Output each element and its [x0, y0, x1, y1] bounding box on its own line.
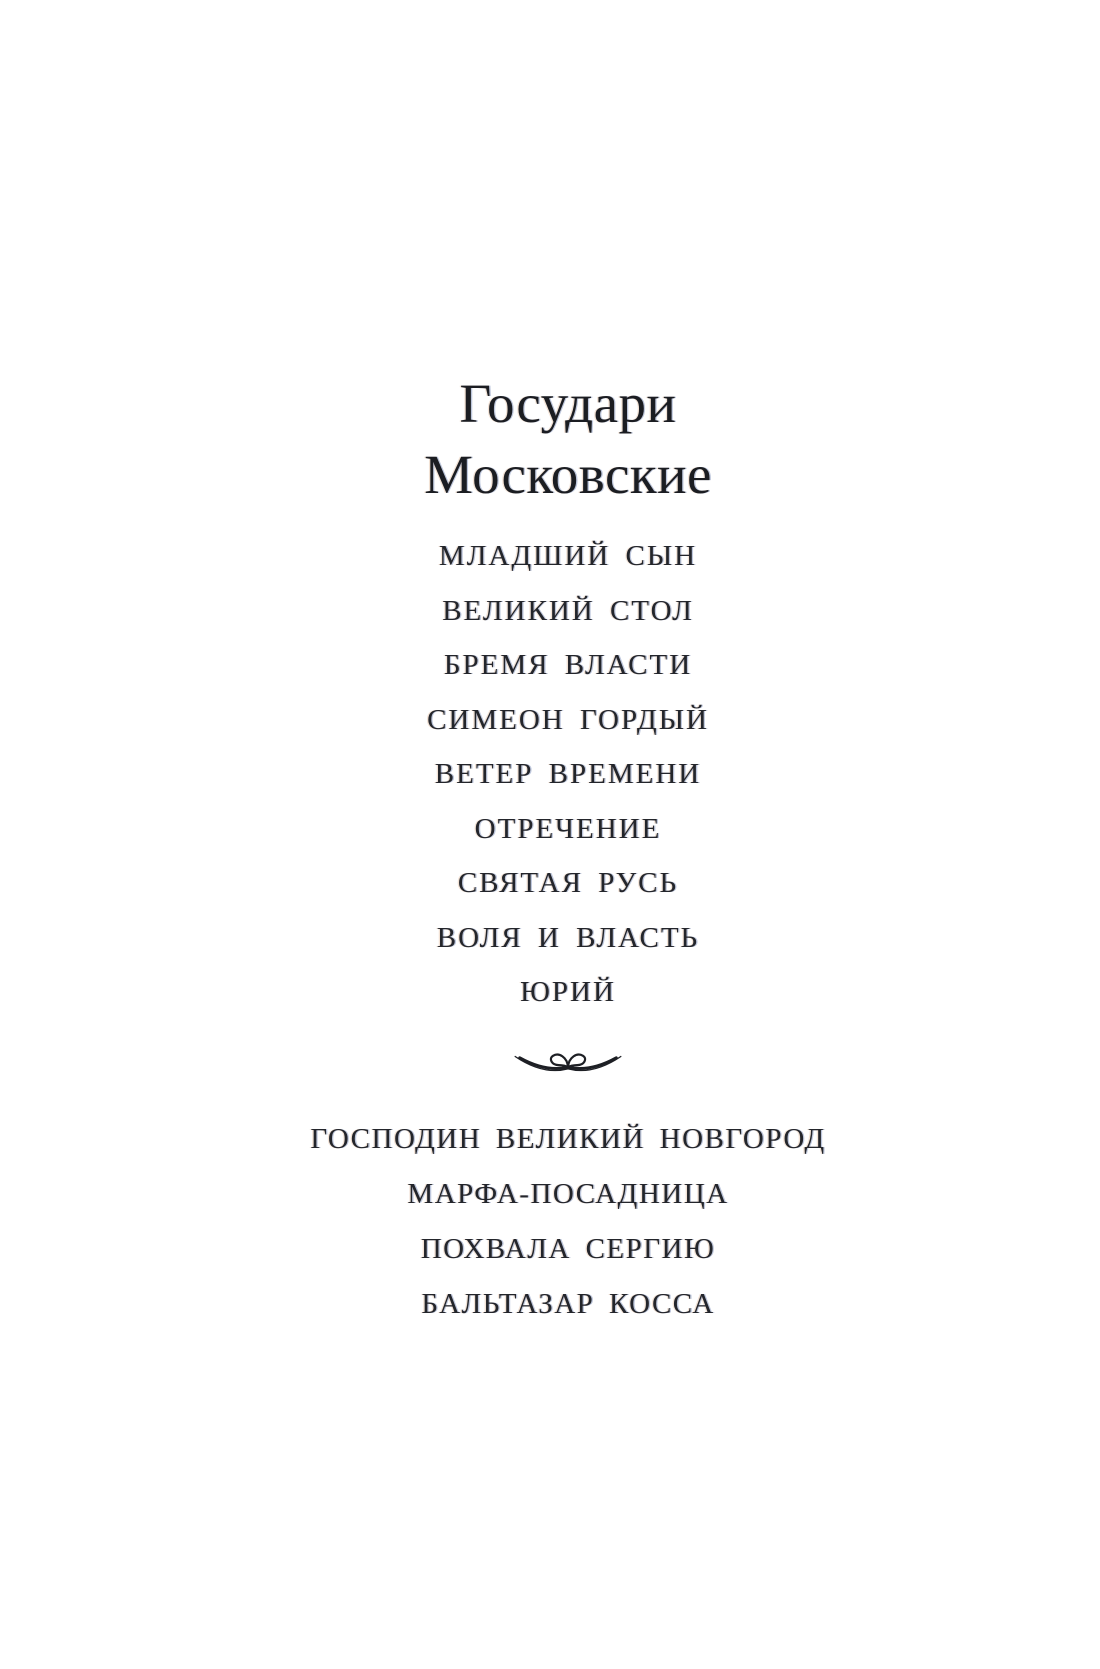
book-title: БАЛЬТАЗАР КОССА: [421, 1287, 715, 1320]
series-title-line2: Московские: [424, 444, 712, 505]
other-book-list: [36, 1112, 1100, 1332]
flourish-divider-icon: [492, 1048, 644, 1078]
book-title: ВОЛЯ И ВЛАСТЬ: [436, 921, 700, 954]
book-title: ГОСПОДИН ВЕЛИКИЙ НОВГОРОД: [310, 1122, 826, 1155]
book-title: СВЯТАЯ РУСЬ: [457, 867, 679, 899]
series-book-list: [36, 529, 1100, 1020]
book-title: ЮРИЙ: [520, 976, 616, 1008]
section-divider: [36, 1048, 1100, 1078]
book-title: ПОХВАЛА СЕРГИЮ: [420, 1232, 716, 1265]
book-title: МАРФА-ПОСАДНИЦА: [407, 1177, 729, 1210]
series-title-line1: Государи: [459, 373, 677, 434]
book-title: ОТРЕЧЕНИЕ: [474, 812, 662, 845]
book-title: БРЕМЯ ВЛАСТИ: [443, 649, 693, 681]
book-title: МЛАДШИЙ СЫН: [438, 540, 698, 572]
series-title: [36, 368, 1100, 510]
book-title: ВЕЛИКИЙ СТОЛ: [442, 594, 694, 627]
book-title: СИМЕОН ГОРДЫЙ: [427, 703, 709, 736]
book-title: ВЕТЕР ВРЕМЕНИ: [434, 758, 702, 790]
